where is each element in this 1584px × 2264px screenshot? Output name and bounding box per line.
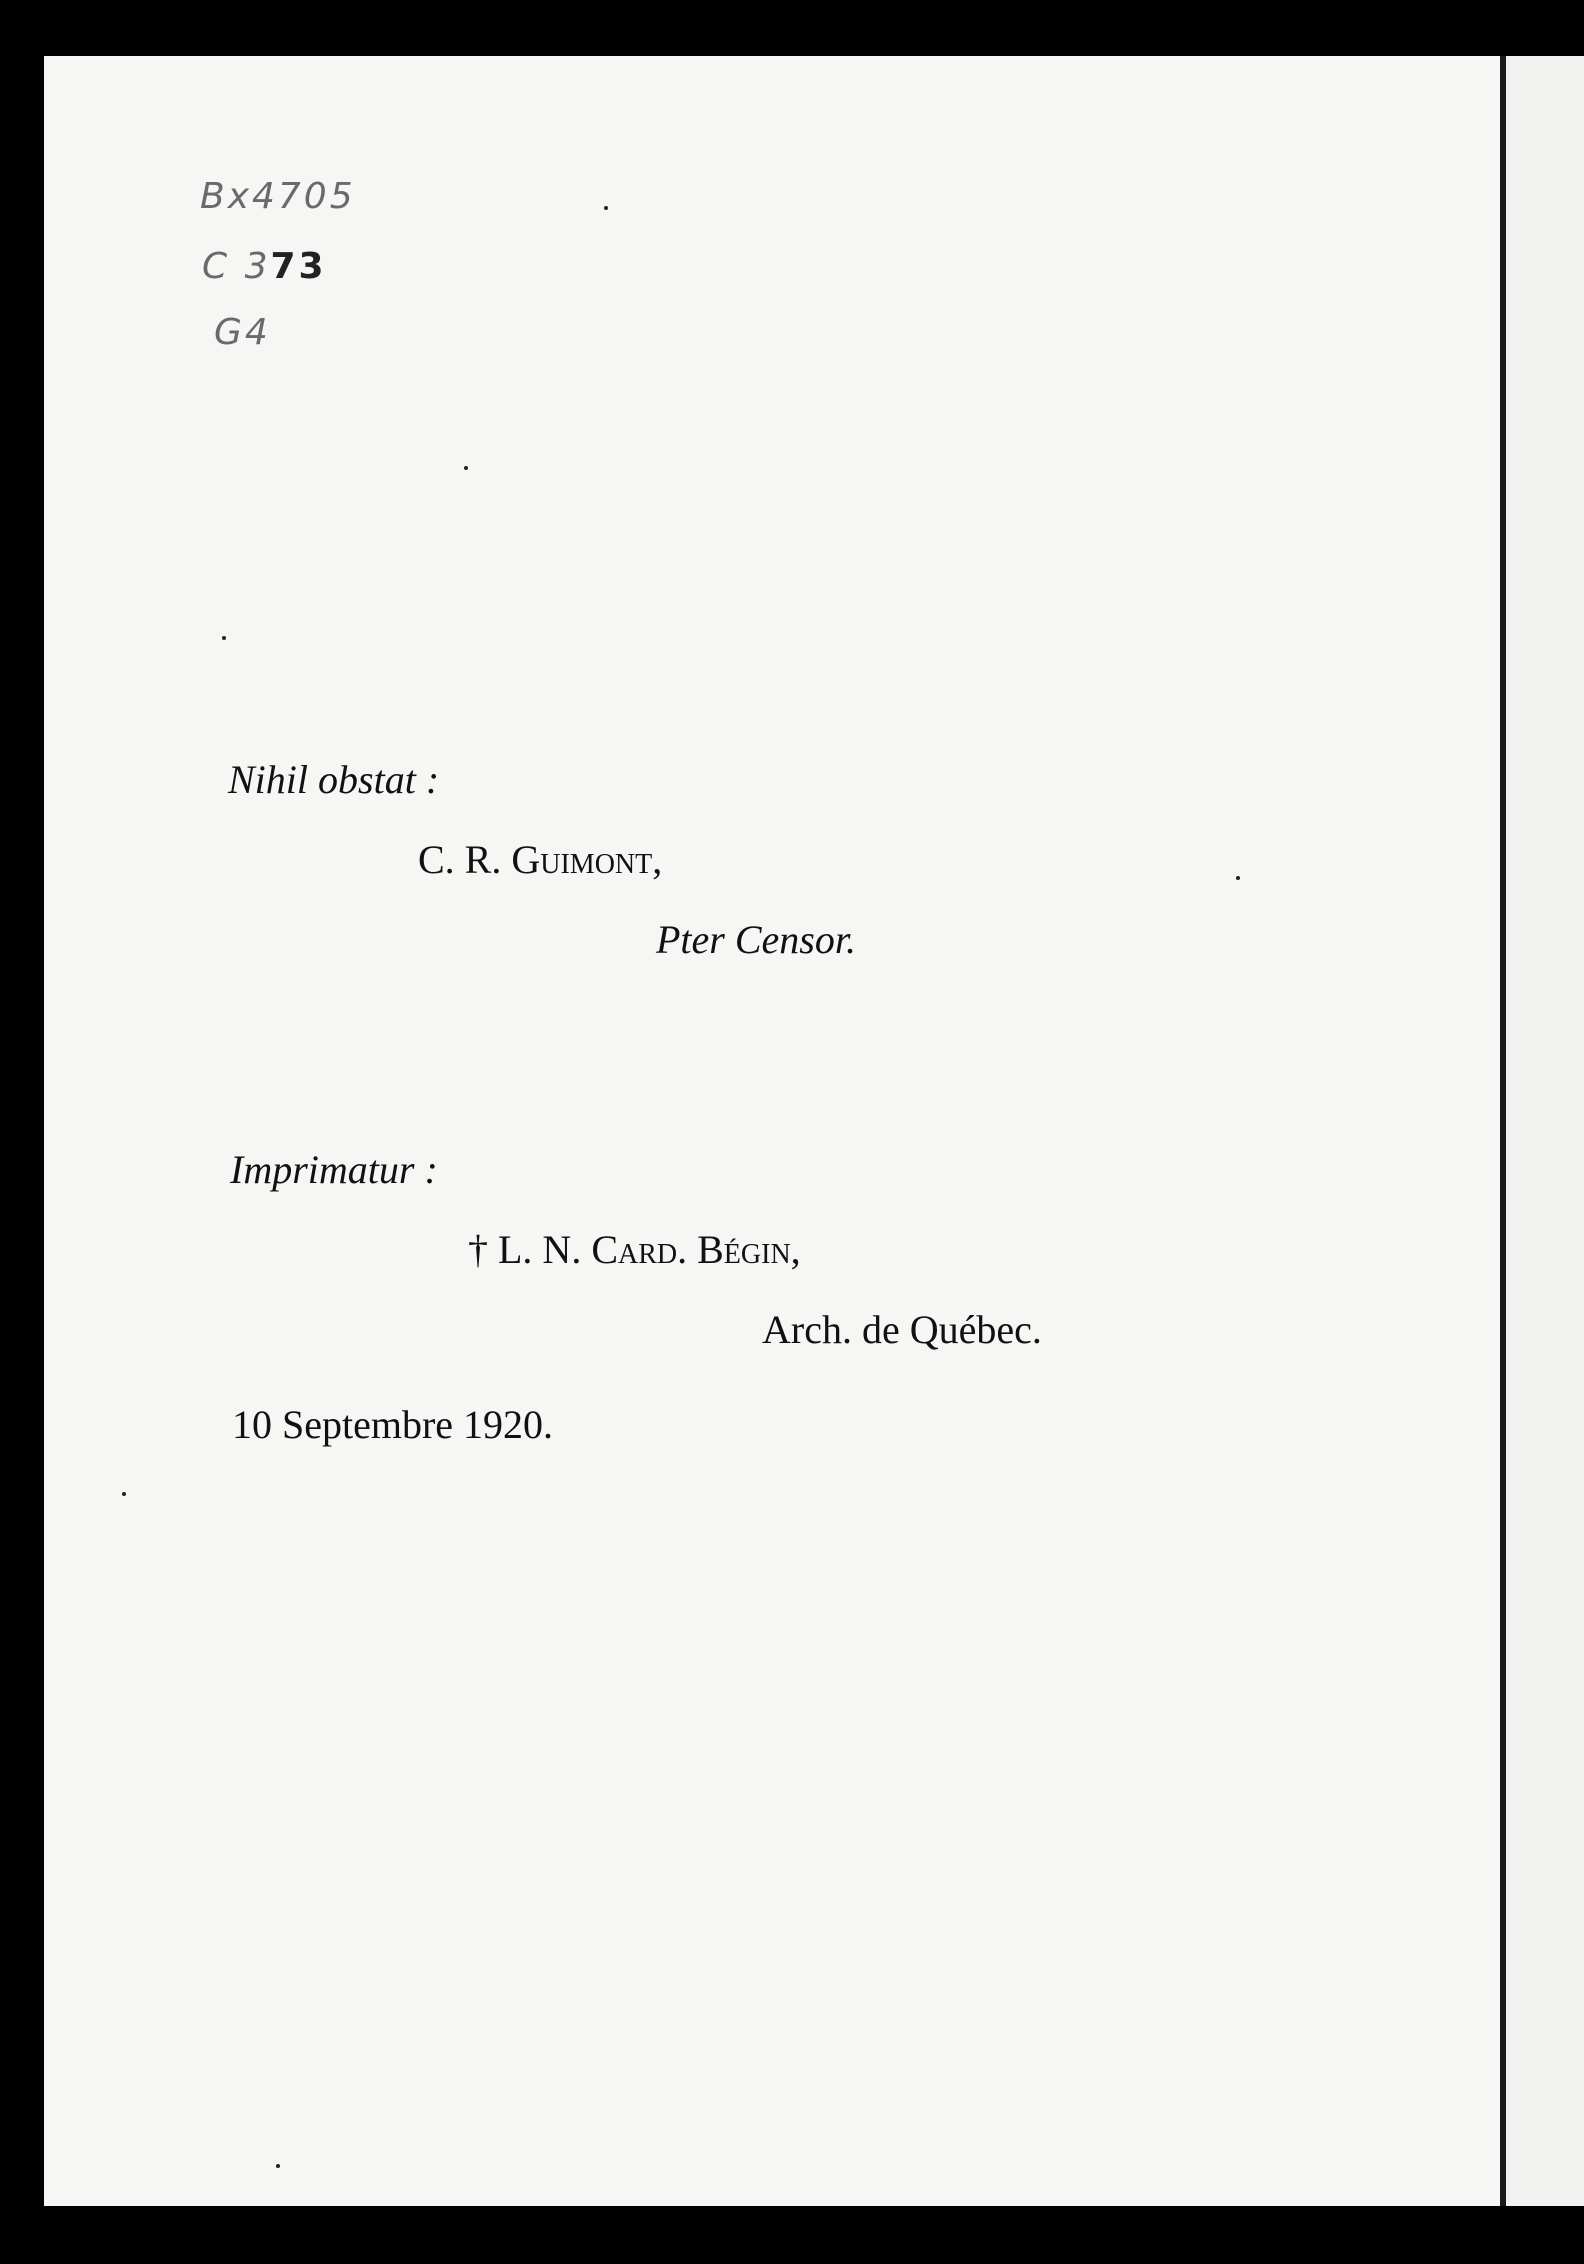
censor-name: C. R. Guimont, [418, 837, 663, 882]
speck [1236, 876, 1240, 880]
speck [276, 2164, 280, 2168]
censor-title: Pter Censor. [656, 917, 856, 962]
speck [604, 206, 608, 210]
speck [464, 466, 468, 470]
call-number-line-3: G4 [214, 312, 271, 353]
call-number-line-2-prefix: C 3 [202, 246, 271, 287]
imprimatur-label: Imprimatur : [230, 1147, 438, 1192]
call-number-line-2 [202, 246, 327, 287]
call-number-line-1: Bx4705 [200, 176, 356, 217]
archbishop-title: Arch. de Québec. [762, 1307, 1042, 1352]
speck [222, 636, 226, 640]
archbishop-name: † L. N. Card. Bégin, [468, 1227, 801, 1272]
adjacent-page-edge [1506, 56, 1584, 2206]
document-page [44, 56, 1504, 2206]
call-number-line-2-bold: 73 [270, 246, 327, 287]
nihil-obstat-label: Nihil obstat : [228, 757, 440, 802]
approval-date: 10 Septembre 1920. [232, 1402, 554, 1447]
speck [122, 1492, 126, 1496]
